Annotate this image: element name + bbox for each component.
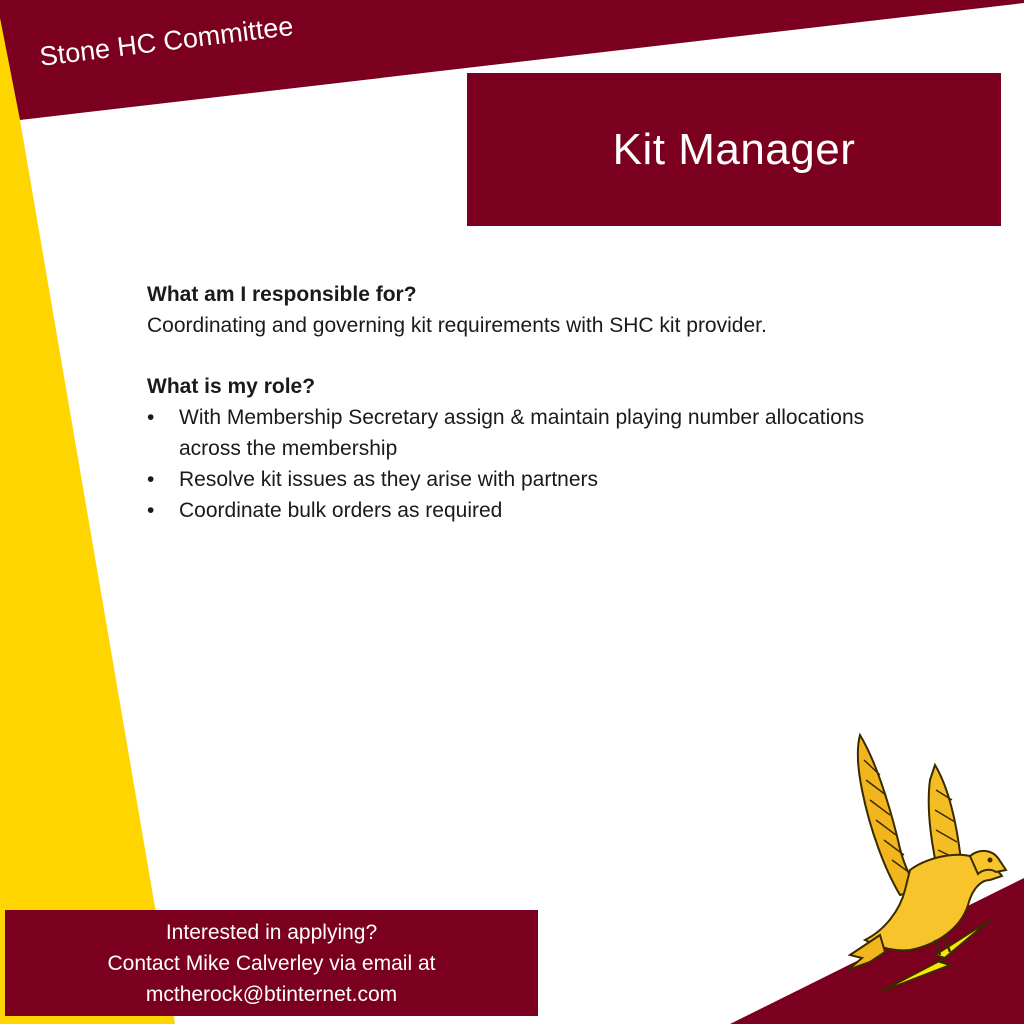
role-description (147, 279, 907, 526)
role-heading: What is my role? (147, 375, 316, 398)
list-item (147, 495, 907, 526)
responsibility-heading: What am I responsible for? (147, 283, 417, 306)
list-item-text: With Membership Secretary assign & maintain playing number allocations across the membership (179, 406, 865, 460)
list-item (147, 402, 907, 464)
apply-contact: Contact Mike Calverley via email at (107, 951, 436, 975)
role-title-banner (467, 73, 1001, 226)
apply-question: Interested in applying? (165, 920, 378, 944)
list-item (147, 464, 907, 495)
responsibility-text: Coordinating and governing kit requirements with SHC kit provider. (147, 314, 767, 337)
bullet-icon: • (147, 499, 155, 522)
golden-falcon-with-lightning-icon (840, 730, 1010, 1000)
falcon-eye (988, 858, 993, 863)
apply-email[interactable]: mctherock@btinternet.com (145, 982, 398, 1006)
apply-callout (5, 910, 538, 1016)
committee-title: Stone HC Committee (38, 10, 295, 72)
section-spacer (147, 341, 907, 371)
falcon-head (970, 851, 1006, 874)
list-item-text: Resolve kit issues as they arise with partners (179, 468, 599, 491)
bullet-icon: • (147, 406, 155, 429)
bullet-icon: • (147, 468, 155, 491)
role-title: Kit Manager (612, 124, 856, 174)
list-item-text: Coordinate bulk orders as required (179, 499, 503, 522)
duties-list (147, 402, 907, 526)
